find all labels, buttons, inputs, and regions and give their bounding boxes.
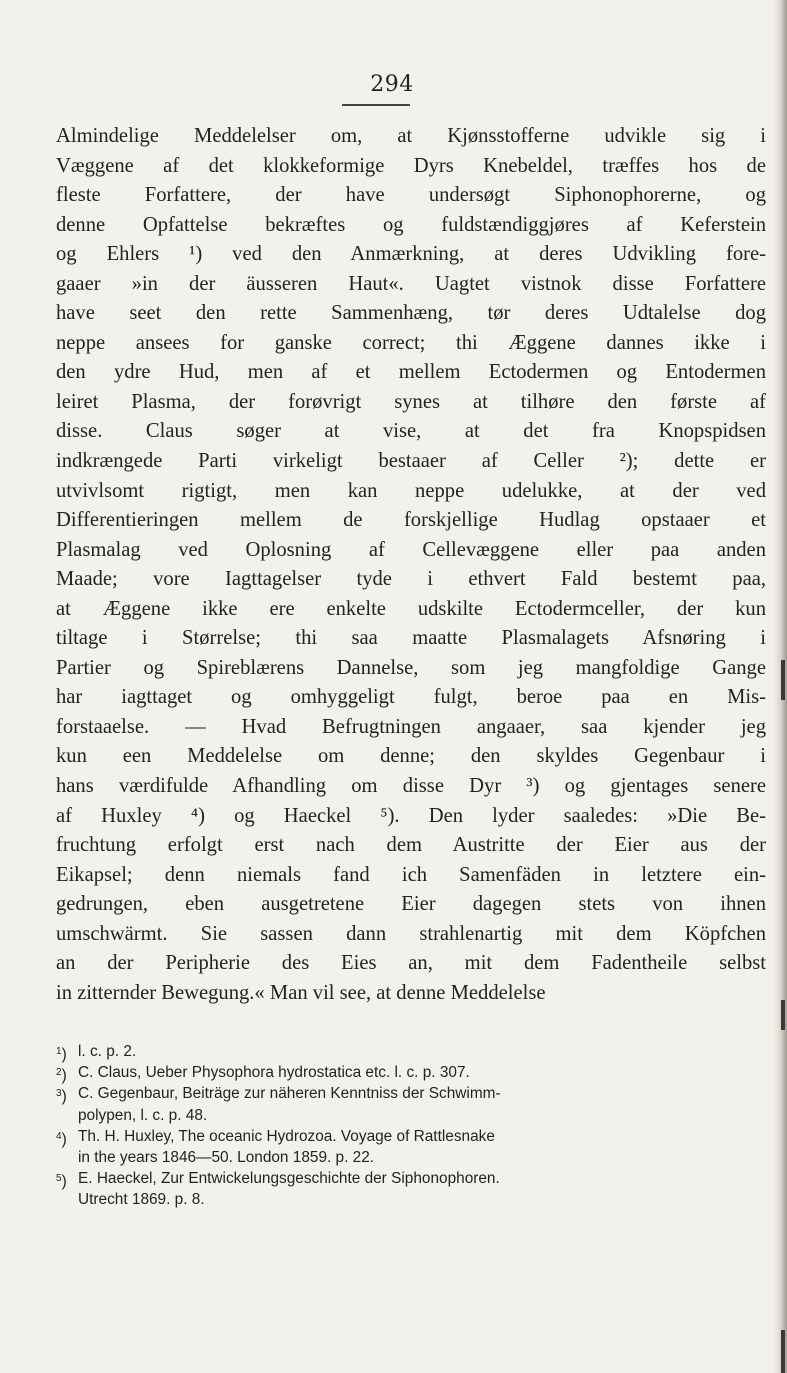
text-line: indkrængede Parti virkeligt bestaaer af Celler ²); dette er bbox=[56, 450, 766, 473]
text-line: og Ehlers ¹) ved den Anmærkning, at deres Udvikling fore- bbox=[56, 243, 766, 266]
body-text bbox=[56, 122, 766, 1008]
footnotes bbox=[56, 1041, 766, 1211]
footnote-1 bbox=[56, 1041, 766, 1062]
text-line: fleste Forfattere, der have undersøgt Siphonophorerne, og bbox=[56, 184, 766, 207]
footnote-3 bbox=[56, 1083, 766, 1125]
text-line: Partier og Spireblærens Dannelse, som jeg mangfoldige Gange bbox=[56, 656, 766, 679]
text-line: umschwärmt. Sie sassen dann strahlenartig mit dem Köpfchen bbox=[56, 922, 766, 945]
text-line: Væggene af det klokkeformige Dyrs Knebeldel, træffes hos de bbox=[56, 154, 766, 177]
text-line: gaaer »in der äusseren Haut«. Uagtet vistnok disse Forfattere bbox=[56, 272, 766, 295]
page-number: 294 bbox=[370, 72, 414, 97]
text-line: in zitternder Bewegung.« Man vil see, at denne Meddelelse bbox=[56, 981, 546, 1004]
footnote-text: Utrecht 1869. p. 8. bbox=[78, 1191, 205, 1209]
footnote-marker: $^5$) bbox=[56, 1173, 67, 1191]
text-line: Almindelige Meddelelser om, at Kjønsstofferne udvikle sig i bbox=[56, 125, 766, 147]
footnote-text: C. Gegenbaur, Beiträge zur näheren Kenntniss der Schwimm- bbox=[78, 1085, 501, 1103]
footnote-text: C. Claus, Ueber Physophora hydrostatica etc. l. c. p. 307. bbox=[78, 1064, 470, 1082]
footnote-marker: $^3$) bbox=[56, 1088, 67, 1106]
text-line: utvivlsomt rigtigt, men kan neppe udelukke, at der ved bbox=[56, 479, 766, 502]
footnote-5 bbox=[56, 1168, 766, 1210]
text-line: tiltage i Størrelse; thi saa maatte Plasmalagets Afsnøring i bbox=[56, 627, 766, 650]
text-line: Maade; vore Iagttagelser tyde i ethvert Fald bestemt paa, bbox=[56, 568, 766, 591]
footnote-marker: $^4$) bbox=[56, 1130, 67, 1148]
text-line: Differentieringen mellem de forskjellige Hudlag opstaaer et bbox=[56, 509, 766, 532]
footnote-text: l. c. p. 2. bbox=[78, 1043, 137, 1060]
text-line: leiret Plasma, der forøvrigt synes at tilhøre den første af bbox=[56, 390, 766, 413]
footnote-marker: $^1$) bbox=[56, 1046, 67, 1063]
text-line: har iagttaget og omhyggeligt fulgt, beroe paa en Mis- bbox=[56, 686, 766, 709]
text-line: have seet den rette Sammenhæng, tør deres Udtalelse dog bbox=[56, 302, 766, 325]
text-line: forstaaelse. — Hvad Befrugtningen angaaer, saa kjender jeg bbox=[56, 715, 766, 738]
footnote-text: E. Haeckel, Zur Entwickelungsgeschichte der Siphonophoren. bbox=[78, 1170, 500, 1188]
footnote-text: in the years 1846—50. London 1859. p. 22. bbox=[78, 1149, 375, 1167]
footnote-2 bbox=[56, 1062, 766, 1083]
text-line: neppe ansees for ganske correct; thi Æggene dannes ikke i bbox=[56, 331, 766, 354]
text-line: Plasmalag ved Oplosning af Cellevæggene eller paa anden bbox=[56, 538, 766, 561]
text-line: denne Opfattelse bekræftes og fuldstændiggjøres af Keferstein bbox=[56, 213, 766, 236]
text-line: fruchtung erfolgt erst nach dem Austritte der Eier aus der bbox=[56, 834, 766, 857]
text-line: gedrungen, eben ausgetretene Eier dagegen stets von ihnen bbox=[56, 893, 766, 916]
page-number-underline bbox=[342, 104, 410, 106]
text-line: Eikapsel; denn niemals fand ich Samenfäden in letztere ein- bbox=[56, 863, 766, 886]
page-edge-mark bbox=[781, 660, 785, 700]
text-line: disse. Claus søger at vise, at det fra Knopspidsen bbox=[56, 420, 766, 443]
page-edge-mark bbox=[781, 1000, 785, 1030]
footnote-text: Th. H. Huxley, The oceanic Hydrozoa. Voyage of Rattlesnake bbox=[78, 1127, 495, 1145]
text-line: af Huxley ⁴) og Haeckel ⁵). Den lyder saaledes: »Die Be- bbox=[56, 804, 766, 827]
footnote-4 bbox=[56, 1126, 766, 1168]
footnote-marker: $^2$) bbox=[56, 1067, 67, 1085]
text-line: at Æggene ikke ere enkelte udskilte Ectodermceller, der kun bbox=[56, 597, 766, 620]
text-line: an der Peripherie des Eies an, mit dem Fadentheile selbst bbox=[56, 952, 766, 975]
text-line: den ydre Hud, men af et mellem Ectodermen og Entodermen bbox=[56, 361, 766, 384]
footnote-text: polypen, l. c. p. 48. bbox=[78, 1106, 208, 1124]
text-line: kun een Meddelelse om denne; den skyldes Gegenbaur i bbox=[56, 745, 766, 768]
page-edge-mark bbox=[781, 1330, 785, 1373]
text-line: hans værdifulde Afhandling om disse Dyr ³) og gjentages senere bbox=[56, 775, 766, 798]
